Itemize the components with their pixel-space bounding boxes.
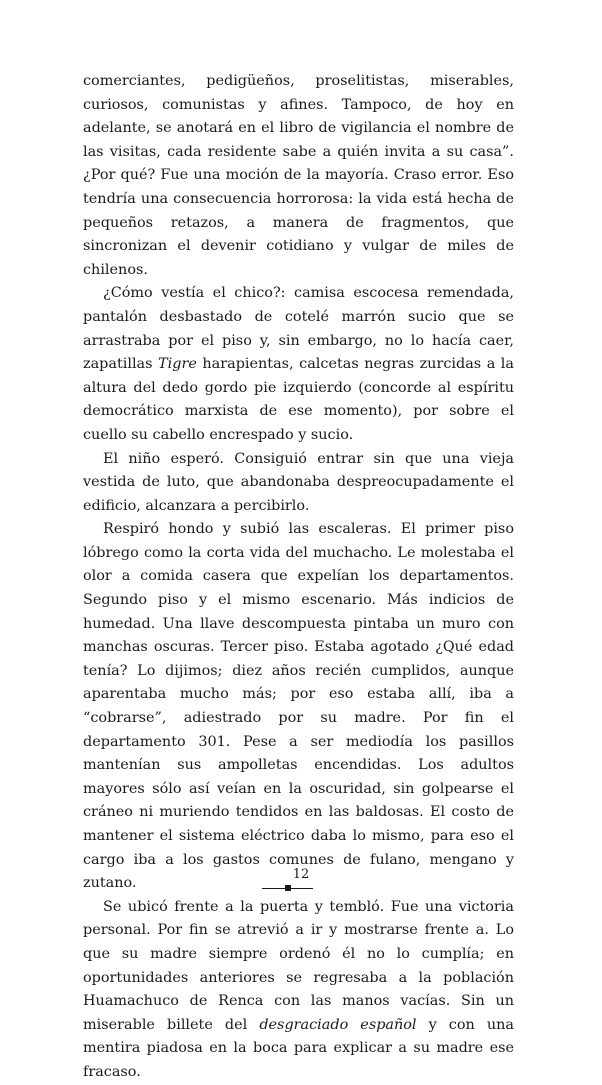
text-run: El niño esperó. Consiguió entrar sin que una vieja vestida de luto, que abandonaba despreocupadamente el edificio, alcanzara a percibirlo.	[83, 450, 514, 514]
paragraph-4	[83, 518, 514, 896]
italic-text: desgraciado español	[259, 1016, 417, 1033]
text-run: Respiró hondo y subió las escaleras. El primer piso lóbrego como la corta vida del muchacho. Le molestaba el olor a comida casera que expelían los departamentos. Segundo piso y el mismo escenario. Más indicios de humedad. Una llave descompuesta pintaba un muro con manchas oscuras. Tercer piso. Estaba agotado ¿Qué edad tenía? Lo dijimos; diez años recién cumplidos, aunque aparentaba mucho más; por eso estaba allí, iba a “cobrarse”, adiestrado por su madre. Por fin el departamento 301. Pese a ser mediodía los pasillos mantenían sus ampolletas encendidas. Los adultos mayores sólo así veían en la oscuridad, sin golpearse el cráneo ni muriendo tendidos en las baldosas. El costo de mantener el sistema eléctrico daba lo mismo, para eso el cargo iba a los gastos comunes de fulano, mengano y zutano.	[83, 521, 514, 892]
text-run: y con una mentira piadosa en la boca para explicar a su madre ese fracaso.	[83, 1016, 514, 1080]
text-run: harapientas, calcetas negras zurcidas a la altura del dedo gordo pie izquierdo (concorde al espíritu democrático marxista de ese momento), por sobre el cuello su cabello encrespado y sucio.	[83, 356, 514, 443]
paragraph-2	[83, 282, 514, 447]
folio-square-ornament	[285, 885, 291, 891]
paragraph-1	[83, 70, 514, 282]
text-run: comerciantes, pedigüeños, proselitistas, miserables, curiosos, comunistas y afines. Tampoco, de hoy en adelante, se anotará en el libro de vigilancia el nombre de las visitas, cada residente sabe a quién invita a su casa”. ¿Por qué? Fue una moción de la mayoría. Craso error. Eso tendría una consecuencia horrorosa: la vida está hecha de pequeños retazos, a manera de fragmentos, que sincronizan el devenir cotidiano y vulgar de miles de chilenos.	[83, 73, 514, 278]
text-run: ¿Cómo vestía el chico?: camisa escocesa remendada, pantalón desbastado de cotelé marrón sucio que se arrastraba por el piso y, sin embargo, no lo hacía caer, zapatillas	[83, 285, 514, 373]
italic-text: Tigre	[158, 356, 197, 373]
page-number: 12	[292, 867, 310, 882]
paragraph-5	[83, 896, 514, 1085]
body-text	[83, 70, 514, 1085]
text-run: Se ubicó frente a la puerta y tembló. Fue una victoria personal. Por fin se atrevió a ir y mostrarse frente a. Lo que su madre siempre ordenó él no lo cumplía; en oportunidades anteriores se regresaba a la población Huamachuco de Renca con las manos vacías. Sin un miserable billete del	[83, 898, 514, 1033]
paragraph-3	[83, 448, 514, 519]
